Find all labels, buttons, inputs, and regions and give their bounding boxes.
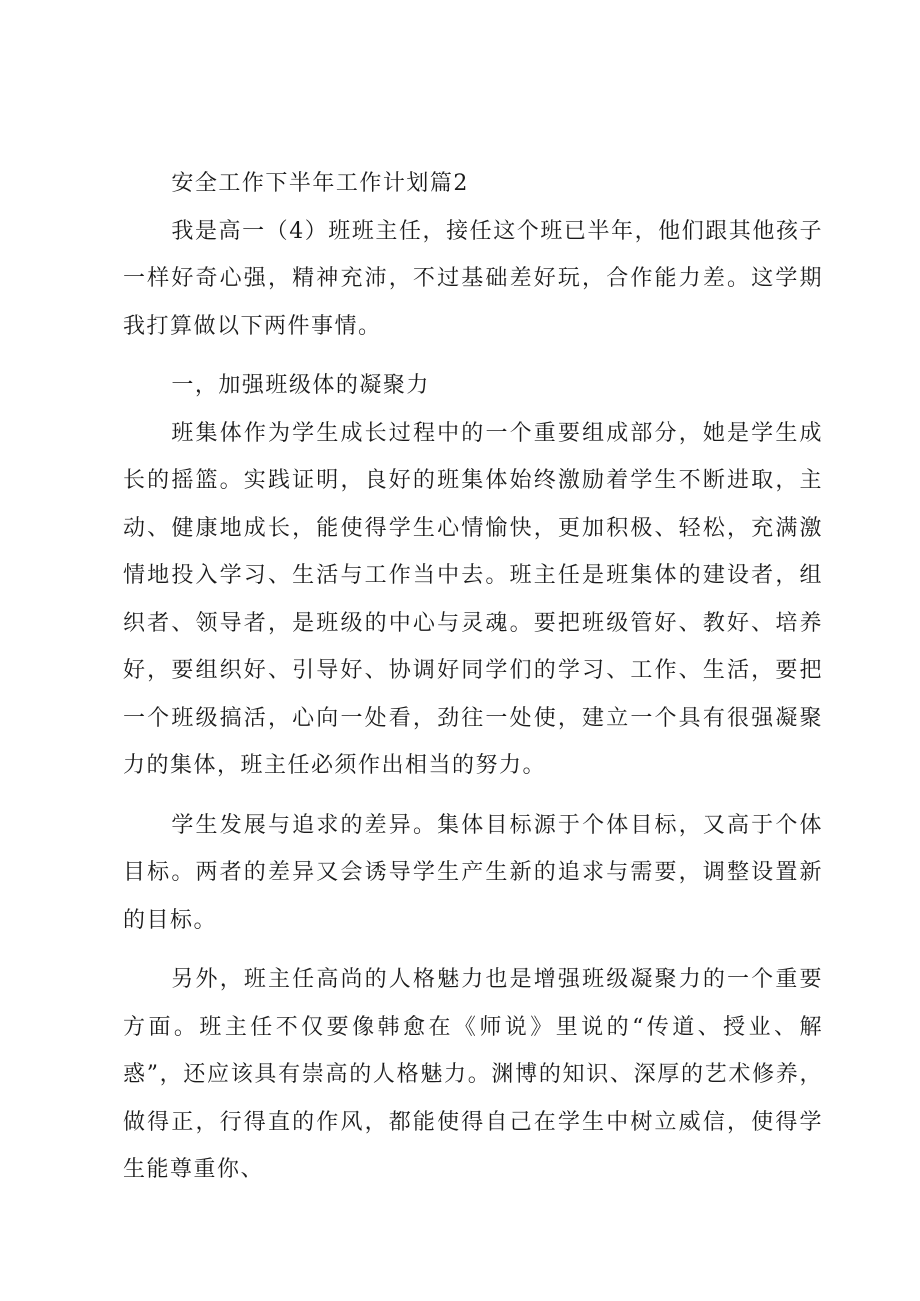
paragraph-student-differences: 学生发展与追求的差异。集体目标源于个体目标，又高于个体目标。两者的差异又会诱导学生产生新的追求与需要，调整设置新的目标。 (123, 812, 823, 933)
paragraph-intro: 我是高一（4）班班主任，接任这个班已半年，他们跟其他孩子一样好奇心强，精神充沛，不过基础差好玩，合作能力差。这学期我打算做以下两件事情。 (123, 218, 823, 339)
document-body (123, 160, 823, 1194)
paragraph-class-collective: 班集体作为学生成长过程中的一个重要组成部分，她是学生成长的摇篮。实践证明，良好的班集体始终激励着学生不断进取，主动、健康地成长，能使得学生心情愉快，更加积极、轻松，充满激情地投入学习、生活与工作当中去。班主任是班集体的建设者，组织者、领导者，是班级的中心与灵魂。要把班级管好、教好、培养好，要组织好、引导好、协调好同学们的学习、工作、生活，要把一个班级搞活，心向一处看，劲往一处使，建立一个具有很强凝聚力的集体，班主任必须作出相当的努力。 (123, 420, 823, 778)
paragraph-teacher-charisma: 另外，班主任高尚的人格魅力也是增强班级凝聚力的一个重要方面。班主任不仅要像韩愈在《师说》里说的“传道、授业、解惑”，还应该具有崇高的人格魅力。渊博的知识、深厚的艺术修养，做得正，行得直的作风，都能使得自己在学生中树立威信，使得学生能尊重你、 (123, 967, 823, 1182)
section-title: 安全工作下半年工作计划篇2 (171, 171, 469, 196)
section-heading-cohesion: 一，加强班级体的凝聚力 (171, 373, 430, 398)
